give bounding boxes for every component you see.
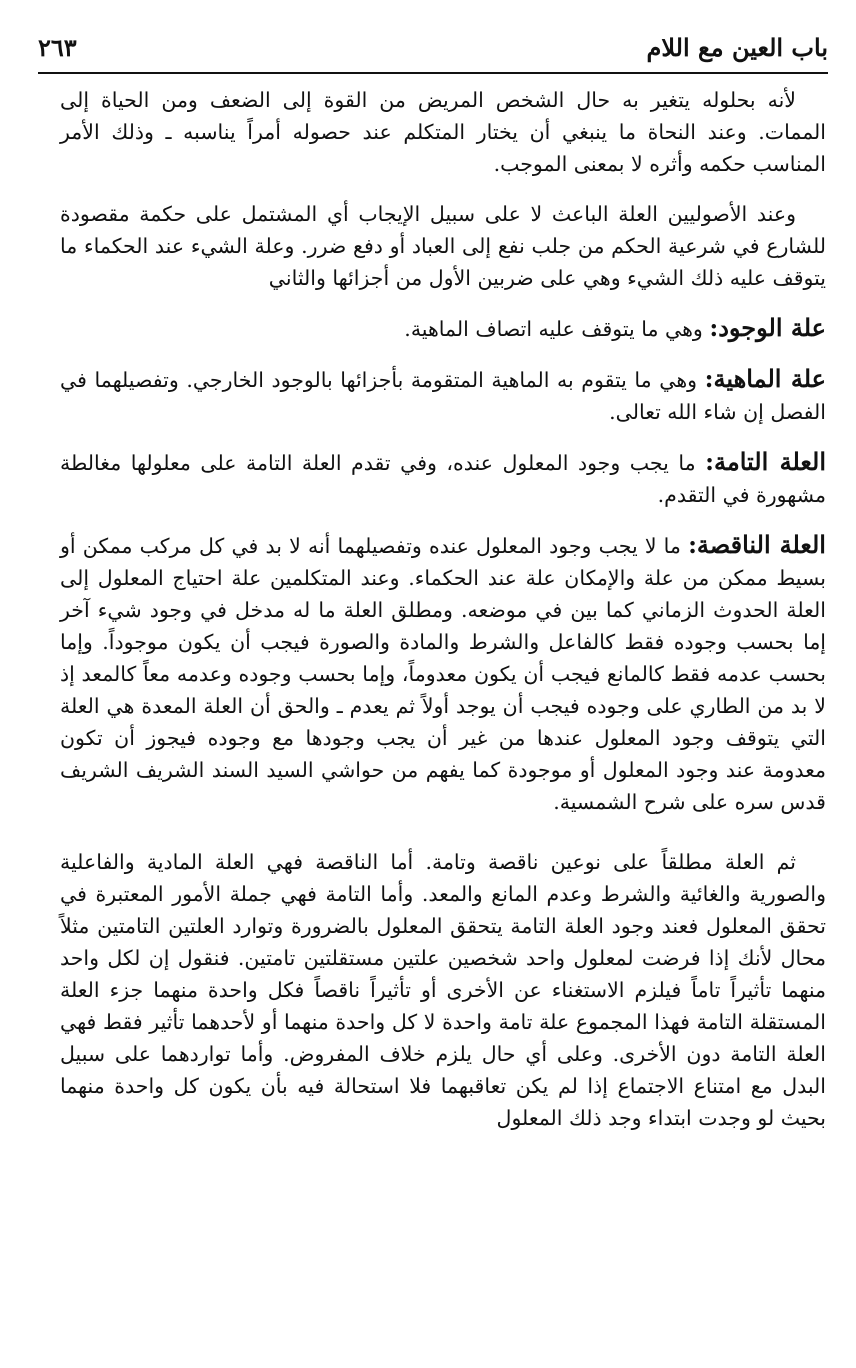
paragraph-text: لأنه بحلوله يتغير به حال الشخص المريض من القوة إلى الضعف ومن الحياة إلى الممات. وعند النحاة ما ينبغي أن يختار المتكلم عند حصوله أمراً يناسبه ـ وذلك الأمر المناسب حكمه وأثره لا بمعنى الموجب. [60,88,826,176]
header-divider [38,72,828,74]
definition-existence-cause [60,312,826,345]
chapter-title: باب العين مع اللام [646,32,828,62]
paragraph-text: ثم العلة مطلقاً على نوعين ناقصة وتامة. أما الناقصة فهي العلة المادية والفاعلية والصورية والغائية والشرط وعدم المانع والمعد. وأما التامة فهي جملة الأمور المعتبرة في تحقق المعلول فعند وجود العلة التامة يتحقق المعلول بالضرورة وتوارد العلتين التامتين مثلاً محال لأنك إذا فرضت لمعلول واحد شخصين علتين مستقلتين تامتين. فنقول إن لكل واحد منهما تأثيراً تاماً فيلزم الاستغناء عن الأخرى أو تأثيراً ناقصاً فكل واحدة منهما جزء العلة المستقلة التامة فهذا المجموع علة تامة واحدة لا كل واحدة منهما أو لأحدهما تأثير فقط فهي العلة التامة دون الأخرى. وعلى أي حال يلزم خلاف المفروض. وأما تواردهما على سبيل البدل مع امتناع الاجتماع إذا لم يكن تعاقبهما فلا استحالة فيه بأن يكون كل واحدة منهما بحيث لو وجدت ابتداء وجد ذلك المعلول [60,850,826,1130]
definition-text: وهي ما يتقوم به الماهية المتقومة بأجزائها بالوجود الخارجي. وتفصيلهما في الفصل إن شاء الله تعالى. [60,368,826,424]
page-number: ٢٦٣ [38,32,77,62]
page-body [60,84,826,1152]
paragraph-intro [60,84,826,180]
paragraph-usulis [60,198,826,294]
page-header [38,24,828,70]
paragraph-text: وعند الأصوليين العلة الباعث لا على سبيل الإيجاب أي المشتمل على حكمة مقصودة للشارع في شرعية الحكم من جلب نفع إلى العباد أو دفع ضرر. وعلة الشيء عند الحكماء ما يتوقف عليه ذلك الشيء وهي على ضربين الأول من أجزائها والثاني [60,202,826,290]
definition-text: ما لا يجب وجود المعلول عنده وتفصيلهما أنه لا بد في كل مركب ممكن أو بسيط ممكن من علة والإمكان علة عند الحكماء. وعند المتكلمين علة احتياج المعلول إلى العلة الحدوث الزماني كما بين في موضعه. ومطلق العلة ما له مدخل في وجود شيء آخر إما بحسب وجوده فقط كالفاعل والشرط والمادة والصورة فيجب أن يكون موجوداً. وإما بحسب عدمه فقط كالمانع فيجب أن يكون معدوماً، وإما بحسب وجوده وعدمه معاً كالمعد إذ لا بد من الطاري على وجوده فيجب أن يوجد أولاً ثم يعدم ـ والحق أن العلة المعدة هي العلة التي يتوقف وجود المعلول عندها من غير أن يجب وجودها مع وجوده فيجوز أن تكون معدومة عند وجود المعلول أو موجودة كما يفهم من حواشي السيد السند الشريف الشريف قدس سره على شرح الشمسية. [60,534,826,814]
definition-term: علة الوجود: [709,313,826,342]
definition-incomplete-cause [60,529,826,818]
definition-term: علة الماهية: [704,364,826,393]
definition-text: وهي ما يتوقف عليه اتصاف الماهية. [404,317,710,341]
definition-term: العلة الناقصة: [688,530,826,559]
paragraph-cause-types [60,846,826,1134]
definition-quiddity-cause [60,363,826,428]
definition-term: العلة التامة: [705,447,826,476]
definition-text: ما يجب وجود المعلول عنده، وفي تقدم العلة التامة على معلولها مغالطة مشهورة في التقدم. [60,451,826,507]
definition-complete-cause [60,446,826,511]
